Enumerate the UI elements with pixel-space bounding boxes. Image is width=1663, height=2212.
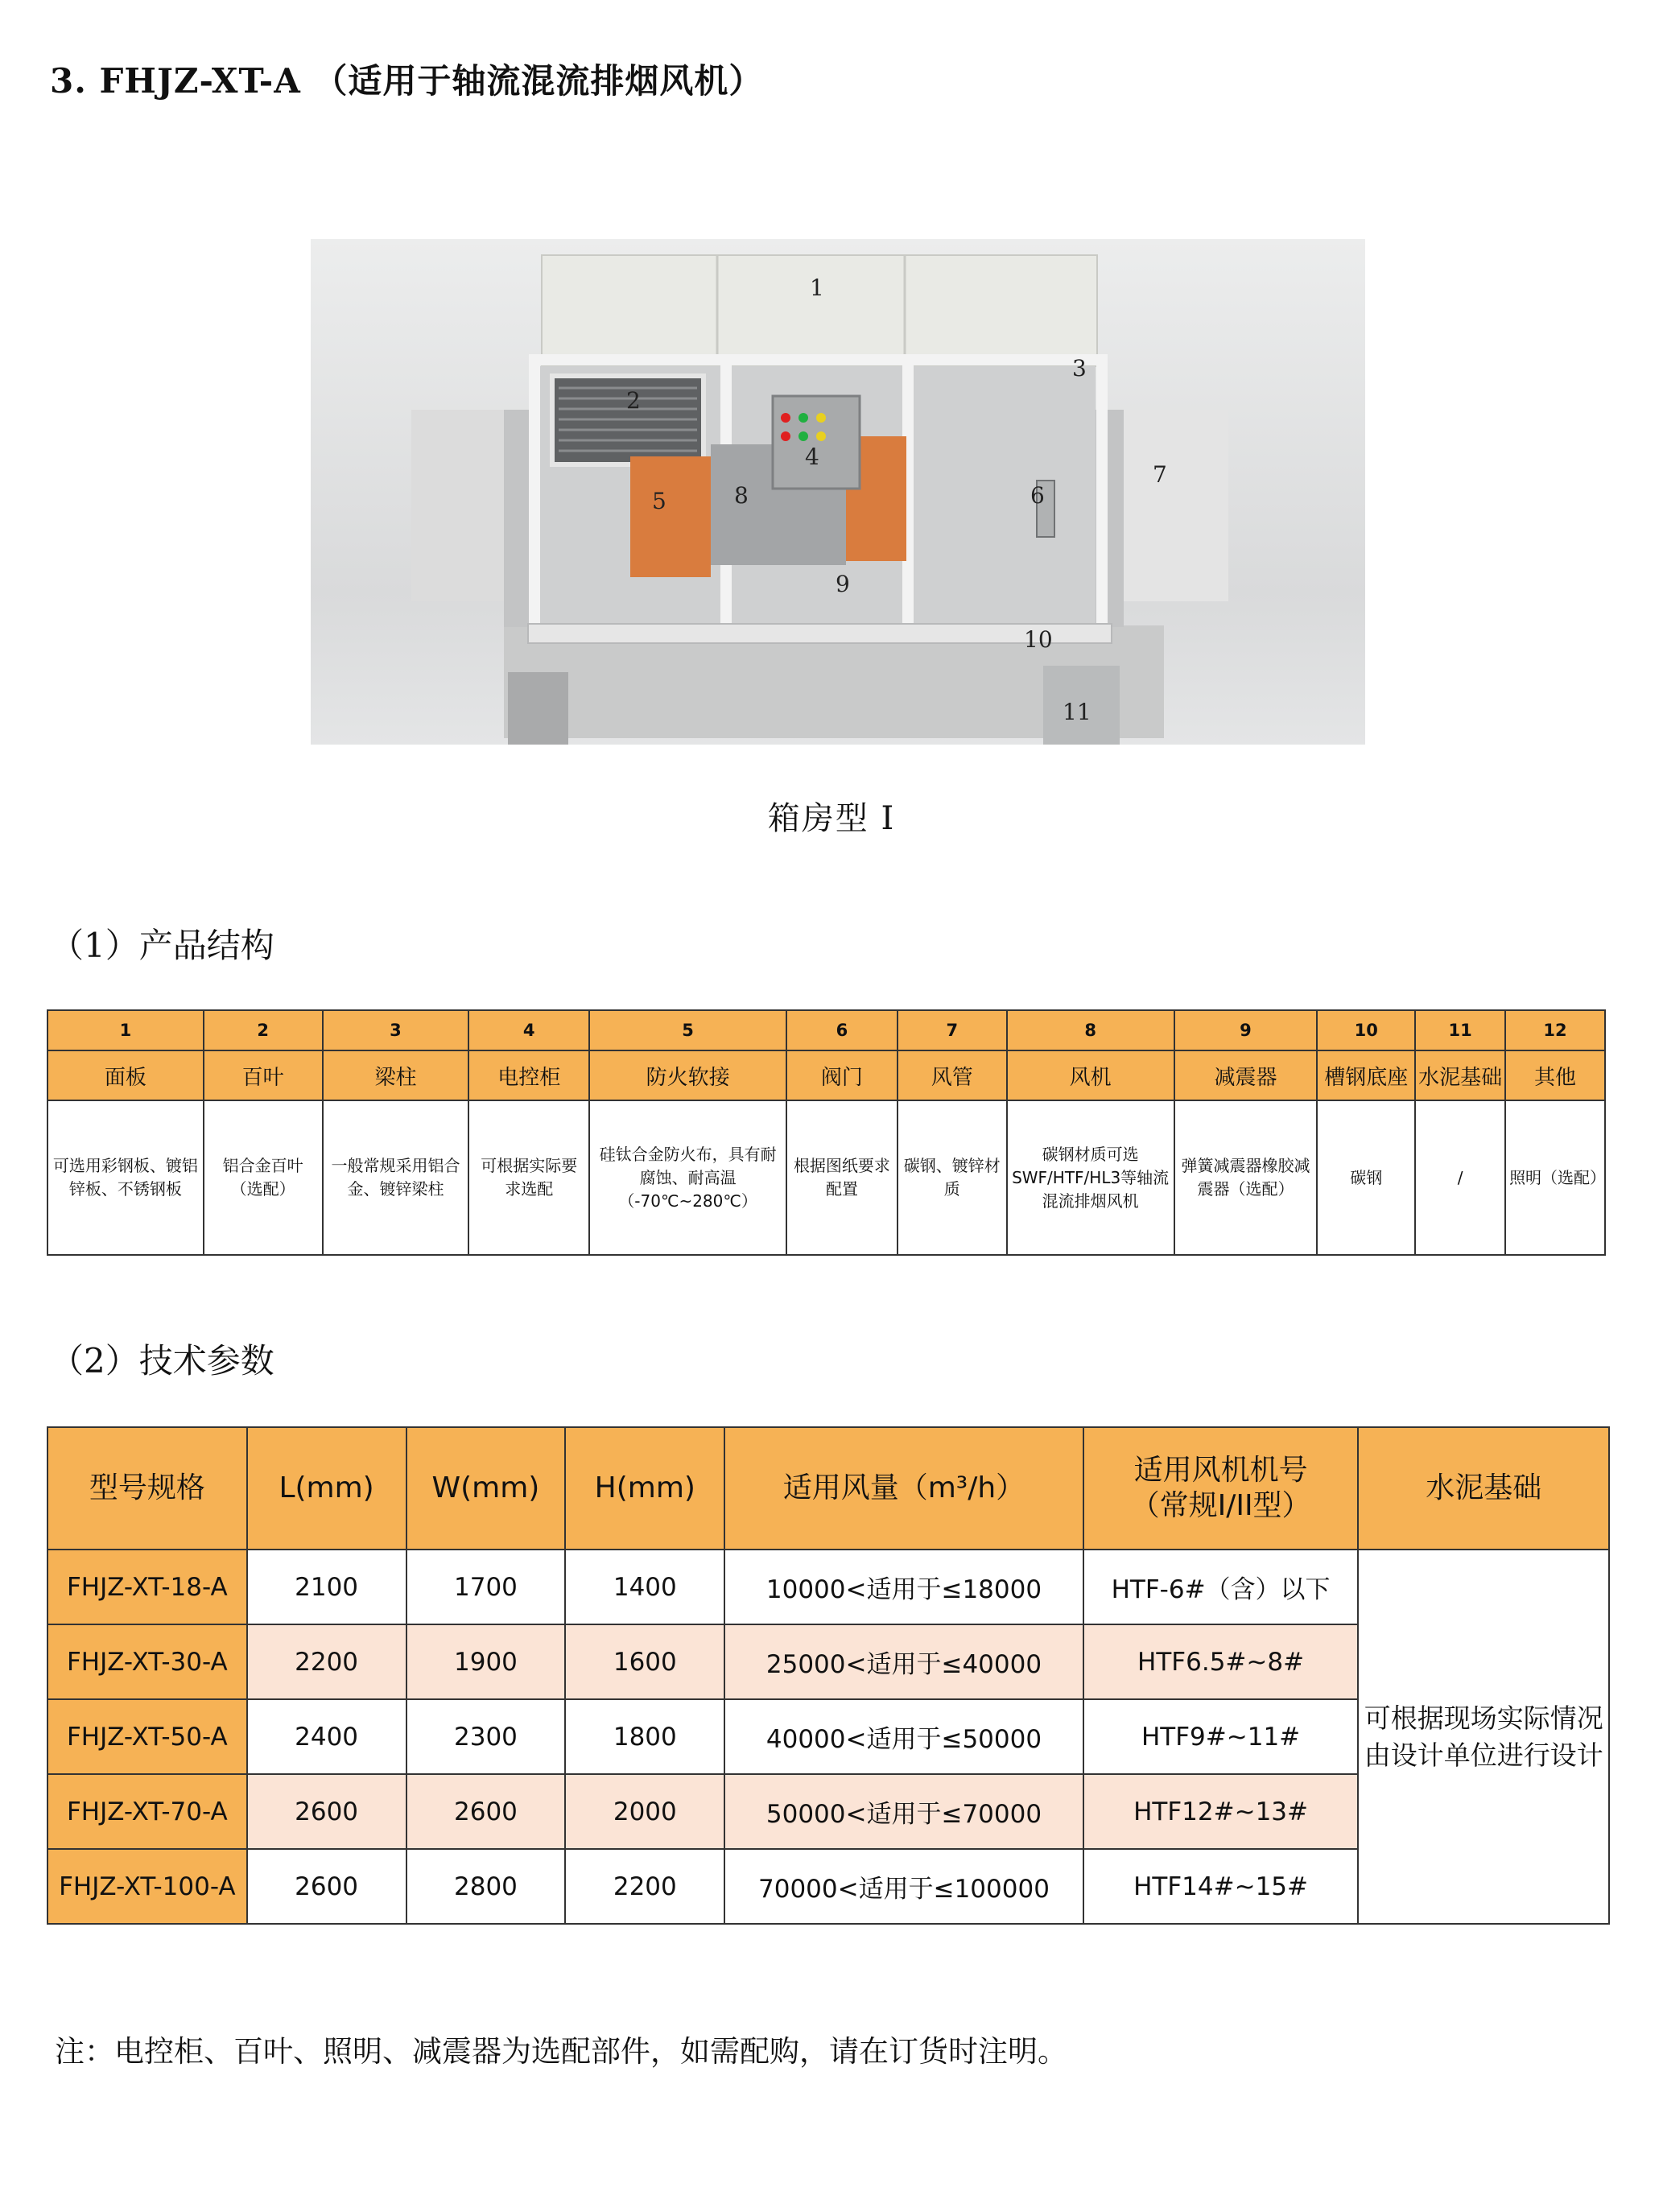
structure-name-11: 水泥基础 — [1415, 1050, 1505, 1100]
structure-desc-3: 一般常规采用铝合金、镀锌梁柱 — [323, 1100, 469, 1255]
structure-desc-8: 碳钢材质可选SWF/HTF/HL3等轴流混流排烟风机 — [1007, 1100, 1174, 1255]
row-fan: HTF6.5#~8# — [1083, 1624, 1359, 1699]
row-l: 2600 — [247, 1774, 406, 1849]
structure-heading: （1）产品结构 — [50, 926, 274, 965]
figure-label-10: 10 — [1024, 626, 1053, 653]
product-figure — [311, 239, 1365, 745]
table-row — [47, 1550, 1609, 1624]
figure-label-9: 9 — [836, 571, 850, 597]
figure-label-1: 1 — [810, 274, 824, 301]
row-h: 1800 — [565, 1699, 724, 1774]
row-model: FHJZ-XT-100-A — [47, 1849, 247, 1924]
figure-label-5: 5 — [652, 488, 666, 514]
structure-num-1: 1 — [47, 1010, 204, 1050]
header-h: H(mm) — [565, 1427, 724, 1550]
row-w: 2600 — [406, 1774, 566, 1849]
structure-name-5: 防火软接 — [589, 1050, 786, 1100]
structure-num-8: 8 — [1007, 1010, 1174, 1050]
row-l: 2600 — [247, 1849, 406, 1924]
figure-label-8: 8 — [734, 482, 749, 509]
fire-soft-connection-left — [630, 456, 711, 577]
tech-heading: （2）技术参数 — [50, 1341, 274, 1380]
row-model: FHJZ-XT-30-A — [47, 1624, 247, 1699]
structure-num-4: 4 — [468, 1010, 589, 1050]
header-cement: 水泥基础 — [1358, 1427, 1609, 1550]
structure-name-6: 阀门 — [786, 1050, 898, 1100]
structure-name-3: 梁柱 — [323, 1050, 469, 1100]
row-h: 2200 — [565, 1849, 724, 1924]
row-airflow: 40000<适用于≤50000 — [724, 1699, 1083, 1774]
figure-label-11: 11 — [1063, 699, 1091, 725]
row-w: 1900 — [406, 1624, 566, 1699]
top-panel — [542, 255, 1097, 366]
row-l: 2100 — [247, 1550, 406, 1624]
structure-desc-12: 照明（选配） — [1505, 1100, 1605, 1255]
row-fan: HTF14#~15# — [1083, 1849, 1359, 1924]
figure-label-7: 7 — [1153, 461, 1167, 488]
tech-table — [47, 1426, 1610, 1925]
structure-desc-11: / — [1415, 1100, 1505, 1255]
row-h: 1400 — [565, 1550, 724, 1624]
structure-name-12: 其他 — [1505, 1050, 1605, 1100]
row-model: FHJZ-XT-70-A — [47, 1774, 247, 1849]
fan-cabinet-illustration — [311, 239, 1365, 745]
structure-name-8: 风机 — [1007, 1050, 1174, 1100]
row-fan: HTF-6#（含）以下 — [1083, 1550, 1359, 1624]
figure-label-6: 6 — [1030, 482, 1045, 509]
row-l: 2400 — [247, 1699, 406, 1774]
indicator-light-green — [798, 413, 808, 423]
structure-num-3: 3 — [323, 1010, 469, 1050]
structure-desc-1: 可选用彩钢板、镀铝锌板、不锈钢板 — [47, 1100, 204, 1255]
header-fan — [1083, 1427, 1359, 1550]
structure-num-9: 9 — [1174, 1010, 1318, 1050]
structure-num-12: 12 — [1505, 1010, 1605, 1050]
figure-label-4: 4 — [805, 444, 819, 470]
structure-num-2: 2 — [204, 1010, 323, 1050]
row-model: FHJZ-XT-50-A — [47, 1699, 247, 1774]
indicator-light-red-2 — [781, 431, 790, 441]
structure-name-1: 面板 — [47, 1050, 204, 1100]
structure-num-5: 5 — [589, 1010, 786, 1050]
row-airflow: 10000<适用于≤18000 — [724, 1550, 1083, 1624]
header-fan-line1: 适用风机机号 — [1133, 1454, 1308, 1487]
indicator-light-green-2 — [798, 431, 808, 441]
indicator-light-yellow — [816, 413, 826, 423]
row-l: 2200 — [247, 1624, 406, 1699]
row-fan: HTF12#~13# — [1083, 1774, 1359, 1849]
footnote: 注：电控柜、百叶、照明、减震器为选配部件，如需配购，请在订货时注明。 — [55, 2034, 1067, 2069]
row-h: 2000 — [565, 1774, 724, 1849]
control-cabinet — [773, 396, 860, 489]
structure-desc-4: 可根据实际要求选配 — [468, 1100, 589, 1255]
header-w: W(mm) — [406, 1427, 566, 1550]
figure-caption: 箱房型 I — [767, 800, 896, 837]
tech-header-row — [47, 1427, 1609, 1550]
cement-note: 可根据现场实际情况由设计单位进行设计 — [1358, 1550, 1609, 1924]
header-fan-line2: （常规I/II型） — [1130, 1489, 1311, 1522]
concrete-base-left — [508, 672, 568, 745]
structure-num-10: 10 — [1317, 1010, 1415, 1050]
figure-label-3: 3 — [1072, 355, 1087, 382]
structure-desc-7: 碳钢、镀锌材质 — [898, 1100, 1007, 1255]
structure-desc-row — [47, 1100, 1605, 1255]
structure-num-11: 11 — [1415, 1010, 1505, 1050]
row-w: 2300 — [406, 1699, 566, 1774]
structure-name-4: 电控柜 — [468, 1050, 589, 1100]
header-model: 型号规格 — [47, 1427, 247, 1550]
header-airflow: 适用风量（m³/h） — [724, 1427, 1083, 1550]
indicator-light-yellow-2 — [816, 431, 826, 441]
structure-desc-9: 弹簧减震器橡胶减震器（选配） — [1174, 1100, 1318, 1255]
row-w: 2800 — [406, 1849, 566, 1924]
row-airflow: 50000<适用于≤70000 — [724, 1774, 1083, 1849]
structure-desc-2: 铝合金百叶（选配） — [204, 1100, 323, 1255]
row-model: FHJZ-XT-18-A — [47, 1550, 247, 1624]
structure-name-10: 槽钢底座 — [1317, 1050, 1415, 1100]
indicator-light-red — [781, 413, 790, 423]
duct-right — [1116, 410, 1228, 601]
figure-label-2: 2 — [626, 387, 641, 414]
row-airflow: 25000<适用于≤40000 — [724, 1624, 1083, 1699]
duct-left — [411, 410, 520, 601]
structure-name-9: 减震器 — [1174, 1050, 1318, 1100]
page-title: 3. FHJZ-XT-A （适用于轴流混流排烟风机） — [50, 61, 764, 101]
structure-name-row — [47, 1050, 1605, 1100]
structure-desc-10: 碳钢 — [1317, 1100, 1415, 1255]
row-w: 1700 — [406, 1550, 566, 1624]
structure-name-2: 百叶 — [204, 1050, 323, 1100]
structure-table — [47, 1009, 1606, 1256]
structure-num-6: 6 — [786, 1010, 898, 1050]
row-h: 1600 — [565, 1624, 724, 1699]
structure-desc-6: 根据图纸要求配置 — [786, 1100, 898, 1255]
structure-num-7: 7 — [898, 1010, 1007, 1050]
row-fan: HTF9#~11# — [1083, 1699, 1359, 1774]
structure-name-7: 风管 — [898, 1050, 1007, 1100]
structure-number-row — [47, 1010, 1605, 1050]
header-l: L(mm) — [247, 1427, 406, 1550]
structure-desc-5: 硅钛合金防火布，具有耐腐蚀、耐高温（-70℃~280℃） — [589, 1100, 786, 1255]
row-airflow: 70000<适用于≤100000 — [724, 1849, 1083, 1924]
